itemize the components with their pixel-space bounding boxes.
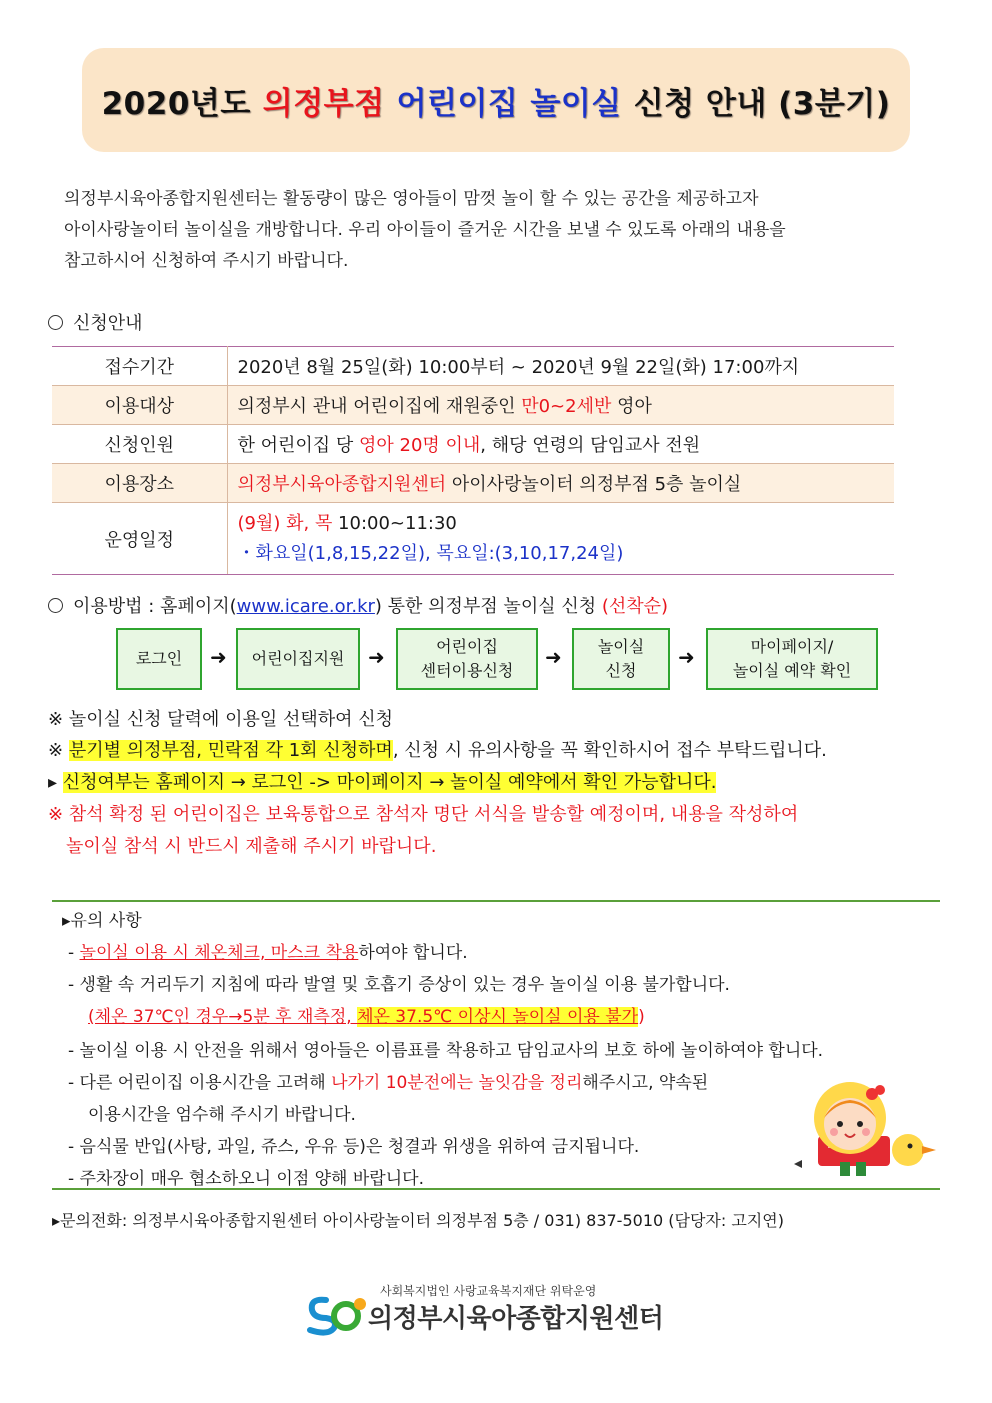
flow-step-playroom-apply: 놀이실 신청 [572,628,670,690]
title-playroom: 놀이실 [530,85,622,122]
caution-item: - 다른 어린이집 이용시간을 고려해 나가기 10분전에는 놀잇감을 정리해주시고, 약속된 [68,1073,709,1093]
schedule-label: 운영일정 [52,503,227,575]
logo-subtitle: 사회복지법인 사랑교육복지재단 위탁운영 [380,1284,597,1298]
intro-line: 의정부시육아종합지원센터는 활동량이 많은 영아들이 맘껏 놀이 할 수 있는 공간을 제공하고자 [64,189,759,209]
caution-item: - 음식물 반입(사탕, 과일, 쥬스, 우유 등)은 청결과 위생을 위하여 금지됩니다. [68,1137,640,1157]
caution-box [52,900,940,1190]
circle-bullet-icon [48,315,63,330]
caution-item: - 생활 속 거리두기 지침에 따라 발열 및 호흡기 증상이 있는 경우 놀이실 이용 불가합니다. [68,975,730,995]
flow-step-center-apply: 어린이집 센터이용신청 [396,628,538,690]
caution-item: - 놀이실 이용 시 안전을 위해서 영아들은 이름표를 착용하고 담임교사의 보호 하에 놀이하여야 합니다. [68,1041,824,1061]
caution-subitem: 이용시간을 엄수해 주시기 바랍니다. [88,1105,356,1125]
method-heading: 이용방법 : 홈페이지(www.icare.or.kr) 통한 의정부점 놀이실 신청 (선착순) [48,592,668,618]
arrow-right-icon: ➜ [210,645,227,669]
caution-item: - 놀이실 이용 시 체온체크, 마스크 착용하여야 합니다. [68,943,468,963]
note-attendance-line2: 놀이실 참석 시 반드시 제출해 주시기 바랍니다. [66,836,437,857]
arrow-right-icon: ➜ [678,645,695,669]
application-flow [0,628,992,692]
child-character-illustration [788,1080,938,1188]
flow-step-daycare-support: 어린이집지원 [236,628,360,690]
caution-item: - 주차장이 매우 협소하오니 이점 양해 바랍니다. [68,1169,424,1189]
note-attendance-line1: ※ 참석 확정 된 어린이집은 보육통합으로 참석자 명단 서식을 발송할 예정이며, 내용을 작성하여 [48,804,799,825]
circle-bullet-icon [48,598,63,613]
flow-step-login: 로그인 [116,628,202,690]
note-check-status: ▸ 신청여부는 홈페이지 → 로그인 -> 마이페이지 → 놀이실 예약에서 확인 가능합니다. [48,772,717,793]
schedule-value: (9월) 화, 목 10:00~11:30 ・화요일(1,8,15,22일), 목요일:(3,10,17,24일) [227,503,894,575]
application-heading: 신청안내 [48,309,143,335]
intro-line: 참고하시어 신청하여 주시기 바랍니다. [64,251,349,271]
title-rest: 신청 안내 (3분기) [633,85,891,122]
logo-icon [304,1292,368,1336]
table-row [52,503,894,575]
center-logo [300,1282,680,1342]
target-value: 의정부시 관내 어린이집에 재원중인 만0~2세반 영아 [227,386,894,425]
intro-line: 아이사랑놀이터 놀이실을 개방합니다. 우리 아이들이 즐거운 시간을 보낼 수 있도록 아래의 내용을 [64,220,786,240]
page-title [82,48,910,152]
homepage-link[interactable]: www.icare.or.kr [236,596,375,617]
contact-info: ▸문의전화: 의정부시육아종합지원센터 아이사랑놀이터 의정부점 5층 / 031) 837-5010 (담당자: 고지연) [52,1211,784,1230]
place-label: 이용장소 [52,464,227,503]
target-label: 이용대상 [52,386,227,425]
period-value: 2020년 8월 25일(화) 10:00부터 ~ 2020년 9월 22일(화) 17:00까지 [227,347,894,386]
table-row [52,464,894,503]
application-info-table [52,346,894,575]
title-daycare: 어린이집 [396,85,519,122]
table-row [52,386,894,425]
place-value: 의정부시육아종합지원센터 아이사랑놀이터 의정부점 5층 놀이실 [227,464,894,503]
caution-heading: ▸유의 사항 [62,911,142,931]
logo-name: 의정부시육아종합지원센터 [368,1304,664,1334]
intro-paragraph [64,184,864,277]
table-row [52,347,894,386]
note-quarterly: ※ 분기별 의정부점, 민락점 각 1회 신청하며, 신청 시 유의사항을 꼭 확인하시어 접수 부탁드립니다. [48,740,827,761]
count-label: 신청인원 [52,425,227,464]
title-year: 2020년도 [101,85,251,122]
count-value: 한 어린이집 당 영아 20명 이내, 해당 연령의 담임교사 전원 [227,425,894,464]
table-row [52,425,894,464]
arrow-right-icon: ➜ [545,645,562,669]
arrow-right-icon: ➜ [368,645,385,669]
note-calendar: ※ 놀이실 신청 달력에 이용일 선택하여 신청 [48,709,394,730]
period-label: 접수기간 [52,347,227,386]
flow-step-mypage: 마이페이지/ 놀이실 예약 확인 [706,628,878,690]
caution-subitem: (체온 37℃인 경우→5분 후 재측정, 체온 37.5℃ 이상시 놀이실 이용 불가) [88,1007,645,1027]
title-branch: 의정부점 [262,85,385,122]
